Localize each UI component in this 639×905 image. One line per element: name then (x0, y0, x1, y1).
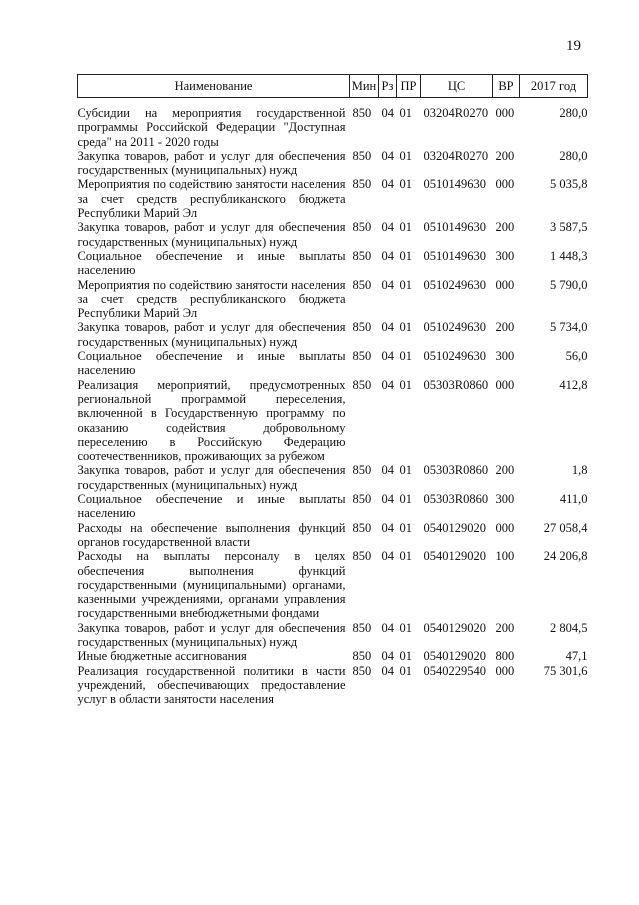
row-rz: 04 (381, 148, 394, 163)
row-cs: 0510249630 (423, 349, 486, 364)
row-pr: 01 (399, 377, 412, 392)
table-body (78, 98, 588, 707)
row-amount: 5 734,0 (550, 320, 588, 335)
row-name: Социальное обеспечение и иные выплаты населению (77, 492, 346, 521)
row-rz: 04 (381, 649, 394, 664)
table-row (78, 149, 588, 178)
row-cs: 0510149630 (423, 248, 486, 263)
header-vr: ВР (493, 75, 520, 98)
row-amount: 411,0 (559, 492, 588, 507)
row-vr: 000 (495, 277, 515, 292)
header-rz: Рз (379, 75, 397, 98)
row-cs: 0510249630 (423, 320, 486, 335)
row-min: 850 (352, 649, 372, 664)
row-cs: 0540129020 (423, 620, 486, 635)
row-cs: 0510149630 (423, 220, 486, 235)
row-amount: 280,0 (559, 148, 588, 163)
table-row (78, 621, 588, 650)
row-rz: 04 (381, 549, 394, 564)
row-min: 850 (352, 463, 372, 478)
row-min: 850 (352, 492, 372, 507)
row-min: 850 (352, 549, 372, 564)
row-amount: 5 035,8 (550, 177, 588, 192)
row-rz: 04 (381, 492, 394, 507)
row-cs: 05303R0860 (423, 492, 489, 507)
row-cs: 05303R0860 (423, 377, 489, 392)
table-row (78, 521, 588, 550)
row-pr: 01 (399, 106, 412, 120)
row-pr: 01 (399, 620, 412, 635)
table-row (78, 278, 588, 321)
row-amount: 412,8 (559, 377, 588, 392)
row-min: 850 (352, 663, 372, 678)
table-row (78, 378, 588, 464)
row-vr: 300 (495, 492, 515, 507)
row-name: Иные бюджетные ассигнования (77, 649, 247, 664)
row-amount: 2 804,5 (550, 620, 588, 635)
row-pr: 01 (399, 248, 412, 263)
row-pr: 01 (399, 148, 412, 163)
row-amount: 27 058,4 (543, 520, 588, 535)
row-pr: 01 (399, 320, 412, 335)
row-vr: 200 (495, 220, 515, 235)
row-name: Мероприятия по содействию занятости населения за счет средств республиканского бюджета Республики Марий Эл (77, 277, 346, 321)
row-amount: 75 301,6 (543, 663, 588, 678)
row-vr: 000 (495, 663, 515, 678)
row-vr: 000 (495, 520, 515, 535)
row-min: 850 (352, 377, 372, 392)
row-pr: 01 (399, 549, 412, 564)
row-name: Расходы на обеспечение выполнения функций органов государственной власти (77, 520, 346, 549)
row-rz: 04 (381, 620, 394, 635)
row-rz: 04 (381, 520, 394, 535)
row-amount: 280,0 (559, 106, 588, 120)
row-amount: 5 790,0 (550, 277, 588, 292)
header-pr: ПР (397, 75, 421, 98)
table-row (78, 549, 588, 620)
table-row (78, 249, 588, 278)
table-row (78, 349, 588, 378)
row-name: Социальное обеспечение и иные выплаты населению (77, 248, 346, 278)
row-cs: 05303R0860 (423, 463, 489, 478)
row-rz: 04 (381, 248, 394, 263)
row-pr: 01 (399, 463, 412, 478)
row-name: Мероприятия по содействию занятости населения за счет средств республиканского бюджета Республики Марий Эл (77, 177, 346, 221)
row-min: 850 (352, 148, 372, 163)
row-min: 850 (352, 177, 372, 192)
row-vr: 200 (495, 463, 515, 478)
row-min: 850 (352, 320, 372, 335)
row-name: Закупка товаров, работ и услуг для обеспечения государственных (муниципальных) нужд (77, 148, 346, 178)
row-pr: 01 (399, 220, 412, 235)
table-row (78, 649, 588, 663)
row-name: Расходы на выплаты персоналу в целях обеспечения выполнения функций государственными (муниципальными) органами, казенными учреждениями, органами управления государственными внебюджетными фондами (77, 549, 346, 621)
budget-table (77, 74, 588, 706)
row-rz: 04 (381, 177, 394, 192)
row-vr: 200 (495, 620, 515, 635)
row-rz: 04 (381, 106, 394, 120)
row-rz: 04 (381, 320, 394, 335)
row-name: Закупка товаров, работ и услуг для обеспечения государственных (муниципальных) нужд (77, 320, 346, 349)
table-row (78, 220, 588, 249)
table-row (78, 320, 588, 349)
row-cs: 03204R0270 (423, 106, 489, 120)
row-amount: 1 448,3 (550, 248, 588, 263)
row-cs: 0540129020 (423, 520, 486, 535)
row-pr: 01 (399, 663, 412, 678)
table-row (78, 106, 588, 149)
row-min: 850 (352, 620, 372, 635)
row-pr: 01 (399, 649, 412, 664)
row-rz: 04 (381, 663, 394, 678)
row-min: 850 (352, 277, 372, 292)
row-cs: 0510249630 (423, 277, 486, 292)
row-vr: 300 (495, 349, 515, 364)
header-year: 2017 год (520, 75, 588, 98)
row-vr: 200 (495, 148, 515, 163)
header-min: Мин (350, 75, 379, 98)
header-name: Наименование (78, 75, 350, 98)
row-rz: 04 (381, 277, 394, 292)
row-name: Субсидии на мероприятия государственной программы Российской Федерации "Доступная среда" на 2011 - 2020 годы (77, 106, 346, 149)
row-vr: 800 (495, 649, 515, 664)
row-vr: 000 (495, 177, 515, 192)
row-amount: 24 206,8 (543, 549, 588, 564)
row-vr: 000 (495, 106, 515, 120)
row-pr: 01 (399, 177, 412, 192)
row-pr: 01 (399, 349, 412, 364)
row-vr: 200 (495, 320, 515, 335)
row-pr: 01 (399, 520, 412, 535)
table-header-row (78, 75, 588, 98)
header-cs: ЦС (421, 75, 493, 98)
row-cs: 0540129020 (423, 549, 486, 564)
row-name: Реализация государственной политики в части учреждений, обеспечивающих предоставление услуг в области занятости населения (77, 663, 346, 707)
row-rz: 04 (381, 220, 394, 235)
row-amount: 3 587,5 (550, 220, 588, 235)
row-min: 850 (352, 220, 372, 235)
row-name: Закупка товаров, работ и услуг для обеспечения государственных (муниципальных) нужд (77, 620, 346, 649)
row-rz: 04 (381, 377, 394, 392)
row-cs: 0540129020 (423, 649, 486, 664)
row-amount: 56,0 (565, 349, 588, 364)
row-pr: 01 (399, 277, 412, 292)
row-rz: 04 (381, 349, 394, 364)
row-vr: 100 (495, 549, 515, 564)
row-min: 850 (352, 520, 372, 535)
row-name: Социальное обеспечение и иные выплаты населению (77, 349, 346, 378)
table-row (78, 177, 588, 220)
row-name: Закупка товаров, работ и услуг для обеспечения государственных (муниципальных) нужд (77, 463, 346, 492)
row-vr: 300 (495, 248, 515, 263)
row-pr: 01 (399, 492, 412, 507)
row-rz: 04 (381, 463, 394, 478)
row-min: 850 (352, 349, 372, 364)
row-name: Закупка товаров, работ и услуг для обеспечения государственных (муниципальных) нужд (77, 220, 346, 249)
table-row (78, 463, 588, 492)
row-min: 850 (352, 248, 372, 263)
table-row (78, 492, 588, 521)
row-amount: 47,1 (565, 649, 588, 664)
budget-table-container (77, 74, 587, 706)
row-cs: 0510149630 (423, 177, 486, 192)
row-cs: 03204R0270 (423, 148, 489, 163)
row-amount: 1,8 (571, 463, 588, 478)
page-number: 19 (566, 38, 581, 54)
table-row (78, 664, 588, 707)
row-vr: 000 (495, 377, 515, 392)
row-min: 850 (352, 106, 372, 120)
row-cs: 0540229540 (423, 663, 486, 678)
row-name: Реализация мероприятий, предусмотренных региональной программой переселения, включенной в Государственную программу по оказанию содействия добровольному переселению в Российскую Федерацию соотечественников, проживающих за рубежом (77, 377, 346, 464)
